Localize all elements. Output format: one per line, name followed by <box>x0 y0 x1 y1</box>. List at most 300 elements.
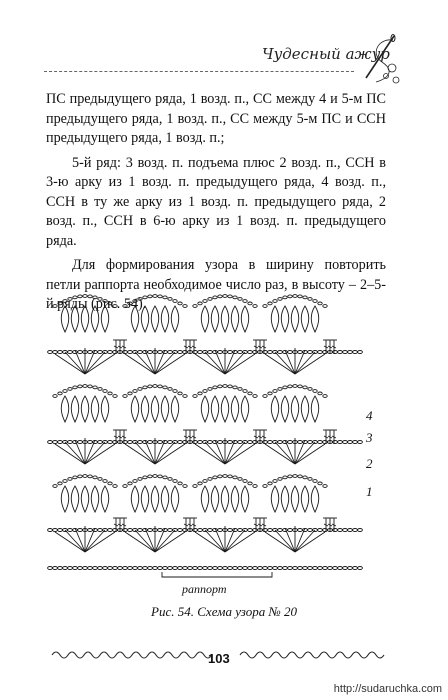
chain-stitch <box>183 529 188 532</box>
chain-stitch <box>188 567 193 570</box>
chain-stitch <box>313 567 318 570</box>
chain-stitch <box>163 386 167 389</box>
chain-stitch <box>203 567 208 570</box>
chain-stitch <box>123 305 127 308</box>
chain-stitch <box>223 295 227 298</box>
chain-stitch <box>98 298 102 301</box>
chain-stitch <box>278 351 283 354</box>
chain-stitch <box>268 351 273 354</box>
chain-stitch <box>83 295 87 298</box>
chain-stitch <box>83 475 87 478</box>
chain-stitch <box>253 395 257 398</box>
chain-stitch <box>148 295 152 298</box>
chain-stitch <box>278 388 282 391</box>
chain-stitch <box>128 567 133 570</box>
chain-stitch <box>353 351 358 354</box>
chain-stitch <box>113 441 118 444</box>
bobble-stitch <box>171 306 179 332</box>
chain-stitch <box>293 567 298 570</box>
chain-stitch <box>288 475 292 478</box>
chain-stitch <box>203 390 207 393</box>
chain-stitch <box>218 351 223 354</box>
chain-stitch <box>233 476 237 479</box>
chain-stitch <box>263 351 268 354</box>
chain-stitch <box>333 441 338 444</box>
chain-stitch <box>53 395 57 398</box>
chain-stitch <box>58 302 62 305</box>
chain-stitch <box>258 567 263 570</box>
chain-stitch <box>168 441 173 444</box>
bobble-stitch <box>211 306 219 332</box>
chain-stitch <box>148 567 153 570</box>
bobble-stitch <box>131 306 139 332</box>
chain-stitch <box>303 296 307 299</box>
chain-stitch <box>273 480 277 483</box>
chain-stitch <box>78 567 83 570</box>
bobble-stitch <box>101 306 109 332</box>
bobble-stitch <box>101 396 109 422</box>
bobble-stitch <box>271 306 279 332</box>
bobble-stitch <box>171 486 179 512</box>
chain-stitch <box>248 482 252 485</box>
chain-stitch <box>78 351 83 354</box>
chain-stitch <box>128 392 132 395</box>
chain-stitch <box>148 441 153 444</box>
chain-stitch <box>88 441 93 444</box>
chain-stitch <box>158 475 162 478</box>
chain-stitch <box>323 485 327 488</box>
chain-stitch <box>248 441 253 444</box>
chain-stitch <box>193 485 197 488</box>
chain-stitch <box>298 529 303 532</box>
chain-stitch <box>358 351 363 354</box>
bobble-stitch <box>271 486 279 512</box>
chain-stitch <box>338 441 343 444</box>
chain-stitch <box>183 441 188 444</box>
chain-stitch <box>178 482 182 485</box>
chain-stitch <box>358 529 363 532</box>
chain-stitch <box>88 529 93 532</box>
chain-stitch <box>233 386 237 389</box>
chain-stitch <box>268 392 272 395</box>
bobble-stitch <box>81 486 89 512</box>
chain-stitch <box>183 351 188 354</box>
chain-stitch <box>343 529 348 532</box>
chain-stitch <box>203 300 207 303</box>
chain-stitch <box>268 441 273 444</box>
chain-stitch <box>223 385 227 388</box>
chain-stitch <box>338 529 343 532</box>
chain-stitch <box>68 567 73 570</box>
row-number: 4 <box>366 408 373 423</box>
bobble-stitch <box>301 396 309 422</box>
chain-stitch <box>133 480 137 483</box>
bobble-stitch <box>221 396 229 422</box>
chain-stitch <box>78 295 82 298</box>
chain-stitch <box>108 441 113 444</box>
bobble-stitch <box>231 486 239 512</box>
figure-caption: Рис. 54. Схема узора № 20 <box>151 604 297 619</box>
chain-stitch <box>263 567 268 570</box>
chain-stitch <box>183 567 188 570</box>
chain-stitch <box>348 529 353 532</box>
chain-stitch <box>323 395 327 398</box>
chain-stitch <box>333 529 338 532</box>
chain-stitch <box>308 441 313 444</box>
chain-stitch <box>253 529 258 532</box>
chain-stitch <box>108 302 112 305</box>
chain-stitch <box>263 485 267 488</box>
bobble-stitch <box>291 396 299 422</box>
bobble-stitch <box>311 486 319 512</box>
chain-stitch <box>53 529 58 532</box>
chain-stitch <box>163 476 167 479</box>
chain-stitch <box>88 295 92 298</box>
chain-stitch <box>103 390 107 393</box>
chain-stitch <box>88 385 92 388</box>
chain-stitch <box>348 441 353 444</box>
chain-stitch <box>323 529 328 532</box>
bobble-stitch <box>161 396 169 422</box>
chain-stitch <box>313 390 317 393</box>
chain-stitch <box>193 441 198 444</box>
chain-stitch <box>118 567 123 570</box>
chain-stitch <box>248 302 252 305</box>
chain-stitch <box>318 567 323 570</box>
chain-stitch <box>108 529 113 532</box>
bobble-stitch <box>201 396 209 422</box>
chain-stitch <box>93 476 97 479</box>
bobble-stitch <box>151 486 159 512</box>
chain-stitch <box>173 567 178 570</box>
chain-stitch <box>253 351 258 354</box>
chain-stitch <box>238 441 243 444</box>
chain-stitch <box>278 567 283 570</box>
chain-stitch <box>298 475 302 478</box>
chain-stitch <box>98 441 103 444</box>
bobble-stitch <box>291 486 299 512</box>
chain-stitch <box>203 480 207 483</box>
chain-stitch <box>58 529 63 532</box>
chain-stitch <box>268 482 272 485</box>
chain-stitch <box>228 351 233 354</box>
chain-stitch <box>123 351 128 354</box>
chain-stitch <box>268 529 273 532</box>
chain-stitch <box>283 476 287 479</box>
chain-stitch <box>128 441 133 444</box>
chain-stitch <box>213 296 217 299</box>
chain-stitch <box>148 529 153 532</box>
chain-stitch <box>113 395 117 398</box>
chain-stitch <box>323 567 328 570</box>
chain-stitch <box>328 567 333 570</box>
chain-stitch <box>63 390 67 393</box>
bobble-stitch <box>221 486 229 512</box>
chain-stitch <box>68 441 73 444</box>
chain-stitch <box>253 567 258 570</box>
bobble-stitch <box>71 486 79 512</box>
needle-thread-icon <box>360 32 402 88</box>
chain-stitch <box>58 567 63 570</box>
chain-stitch <box>78 529 83 532</box>
chain-stitch <box>193 567 198 570</box>
chain-stitch <box>288 385 292 388</box>
bobble-stitch <box>131 396 139 422</box>
chain-stitch <box>303 386 307 389</box>
chain-stitch <box>158 529 163 532</box>
chain-stitch <box>168 351 173 354</box>
chain-stitch <box>308 351 313 354</box>
chain-stitch <box>323 351 328 354</box>
bobble-stitch <box>71 396 79 422</box>
chain-stitch <box>143 386 147 389</box>
chain-stitch <box>68 478 72 481</box>
chain-stitch <box>103 567 108 570</box>
chain-stitch <box>273 390 277 393</box>
chain-stitch <box>238 388 242 391</box>
chain-stitch <box>308 567 313 570</box>
chain-stitch <box>198 302 202 305</box>
chain-stitch <box>143 476 147 479</box>
chain-stitch <box>318 392 322 395</box>
chain-stitch <box>108 482 112 485</box>
row-number: 3 <box>366 430 373 445</box>
chain-stitch <box>98 388 102 391</box>
chain-stitch <box>78 441 83 444</box>
chain-stitch <box>298 385 302 388</box>
chain-stitch <box>343 441 348 444</box>
chain-stitch <box>248 351 253 354</box>
chain-stitch <box>253 485 257 488</box>
chain-stitch <box>123 529 128 532</box>
chain-stitch <box>288 441 293 444</box>
bobble-stitch <box>311 396 319 422</box>
chain-stitch <box>208 567 213 570</box>
chain-stitch <box>158 441 163 444</box>
chain-stitch <box>198 567 203 570</box>
chain-stitch <box>138 529 143 532</box>
chain-stitch <box>138 567 143 570</box>
crochet-diagram <box>40 280 370 580</box>
chain-stitch <box>178 567 183 570</box>
bobble-stitch <box>91 486 99 512</box>
chain-stitch <box>178 441 183 444</box>
chain-stitch <box>48 529 53 532</box>
chain-stitch <box>228 529 233 532</box>
chain-stitch <box>148 385 152 388</box>
chain-stitch <box>208 351 213 354</box>
chain-stitch <box>63 300 67 303</box>
chain-stitch <box>298 567 303 570</box>
chain-stitch <box>168 478 172 481</box>
chain-stitch <box>48 441 53 444</box>
bobble-stitch <box>61 306 69 332</box>
bobble-stitch <box>171 396 179 422</box>
chain-stitch <box>293 385 297 388</box>
bobble-stitch <box>221 306 229 332</box>
chain-stitch <box>233 567 238 570</box>
chain-stitch <box>333 351 338 354</box>
chain-stitch <box>68 351 73 354</box>
chain-stitch <box>163 296 167 299</box>
bobble-stitch <box>211 486 219 512</box>
chain-stitch <box>138 441 143 444</box>
bobble-stitch <box>241 486 249 512</box>
chain-stitch <box>48 351 53 354</box>
chain-stitch <box>238 478 242 481</box>
chain-stitch <box>243 480 247 483</box>
chain-stitch <box>113 529 118 532</box>
bobble-stitch <box>311 306 319 332</box>
bobble-stitch <box>201 306 209 332</box>
chain-stitch <box>183 395 187 398</box>
chain-stitch <box>263 395 267 398</box>
chain-stitch <box>323 441 328 444</box>
chain-stitch <box>338 351 343 354</box>
chain-stitch <box>293 475 297 478</box>
header-divider <box>44 71 354 72</box>
chain-stitch <box>168 529 173 532</box>
watermark-url: http://sudaruchka.com <box>333 683 442 695</box>
chain-stitch <box>128 302 132 305</box>
chain-stitch <box>168 298 172 301</box>
chain-stitch <box>318 302 322 305</box>
bobble-stitch <box>61 486 69 512</box>
paragraph: Для формирования узора в ширину повторить петли раппорта необходимое число раз, в высоту – 2–5-й ряды (рис. 54). <box>46 257 386 312</box>
bobble-stitch <box>271 396 279 422</box>
chain-stitch <box>243 390 247 393</box>
bobble-stitch <box>141 486 149 512</box>
running-header: Чудесный ажур <box>262 45 390 63</box>
chain-stitch <box>223 475 227 478</box>
chain-stitch <box>333 567 338 570</box>
chain-stitch <box>278 478 282 481</box>
bobble-stitch <box>281 396 289 422</box>
chain-stitch <box>173 390 177 393</box>
chain-stitch <box>278 298 282 301</box>
chain-stitch <box>288 351 293 354</box>
chain-stitch <box>143 296 147 299</box>
chain-stitch <box>283 386 287 389</box>
chain-stitch <box>213 567 218 570</box>
chain-stitch <box>108 351 113 354</box>
chain-stitch <box>113 567 118 570</box>
bobble-stitch <box>161 486 169 512</box>
chain-stitch <box>218 295 222 298</box>
chain-stitch <box>123 441 128 444</box>
chain-stitch <box>128 351 133 354</box>
bobble-stitch <box>81 306 89 332</box>
chain-stitch <box>53 351 58 354</box>
chain-stitch <box>208 298 212 301</box>
chain-stitch <box>63 480 67 483</box>
chain-stitch <box>343 351 348 354</box>
bobble-stitch <box>291 306 299 332</box>
chain-stitch <box>298 295 302 298</box>
chain-stitch <box>48 567 53 570</box>
chain-stitch <box>73 476 77 479</box>
chain-stitch <box>53 567 58 570</box>
bobble-stitch <box>161 306 169 332</box>
chain-stitch <box>168 388 172 391</box>
chain-stitch <box>198 482 202 485</box>
page-number: 103 <box>208 651 230 666</box>
chain-stitch <box>253 441 258 444</box>
chain-stitch <box>53 305 57 308</box>
chain-stitch <box>338 567 343 570</box>
bobble-stitch <box>151 396 159 422</box>
chain-stitch <box>298 351 303 354</box>
chain-stitch <box>58 482 62 485</box>
chain-stitch <box>243 300 247 303</box>
chain-stitch <box>348 567 353 570</box>
chain-stitch <box>173 480 177 483</box>
chain-stitch <box>178 529 183 532</box>
chain-stitch <box>193 395 197 398</box>
chain-stitch <box>308 529 313 532</box>
chain-stitch <box>353 529 358 532</box>
bobble-stitch <box>91 396 99 422</box>
chain-stitch <box>273 567 278 570</box>
chain-stitch <box>178 392 182 395</box>
chain-stitch <box>243 567 248 570</box>
chain-stitch <box>228 385 232 388</box>
chain-stitch <box>93 567 98 570</box>
chain-stitch <box>103 300 107 303</box>
chain-stitch <box>278 441 283 444</box>
chain-stitch <box>163 567 168 570</box>
chain-stitch <box>123 485 127 488</box>
bobble-stitch <box>201 486 209 512</box>
rapport-label: раппорт <box>182 582 227 596</box>
bobble-stitch <box>301 486 309 512</box>
chain-stitch <box>138 351 143 354</box>
chain-stitch <box>308 298 312 301</box>
chain-stitch <box>98 529 103 532</box>
chain-stitch <box>133 390 137 393</box>
chain-stitch <box>193 305 197 308</box>
chain-stitch <box>158 351 163 354</box>
chain-stitch <box>278 529 283 532</box>
chain-stitch <box>53 441 58 444</box>
chain-stitch <box>218 567 223 570</box>
chain-stitch <box>308 388 312 391</box>
chain-stitch <box>168 567 173 570</box>
chain-stitch <box>233 296 237 299</box>
chain-stitch <box>348 351 353 354</box>
chain-stitch <box>303 476 307 479</box>
bobble-stitch <box>81 396 89 422</box>
chain-stitch <box>198 351 203 354</box>
chain-stitch <box>283 296 287 299</box>
chain-stitch <box>173 300 177 303</box>
chain-stitch <box>78 475 82 478</box>
paragraph: ПС предыдущего ряда, 1 возд. п., СС между 4 и 5-м ПС предыдущего ряда, 1 возд. п., СС между 5-м ПС и ССН предыдущего ряда, 1 возд. п.; <box>46 91 386 146</box>
chain-stitch <box>83 385 87 388</box>
chain-stitch <box>343 567 348 570</box>
row-number: 1 <box>366 484 373 499</box>
chain-stitch <box>183 305 187 308</box>
chain-stitch <box>238 298 242 301</box>
chain-stitch <box>78 385 82 388</box>
chain-stitch <box>158 567 163 570</box>
chain-stitch <box>128 482 132 485</box>
bobble-stitch <box>281 306 289 332</box>
chain-stitch <box>318 529 323 532</box>
chain-stitch <box>213 386 217 389</box>
chain-stitch <box>198 392 202 395</box>
bobble-stitch <box>151 306 159 332</box>
